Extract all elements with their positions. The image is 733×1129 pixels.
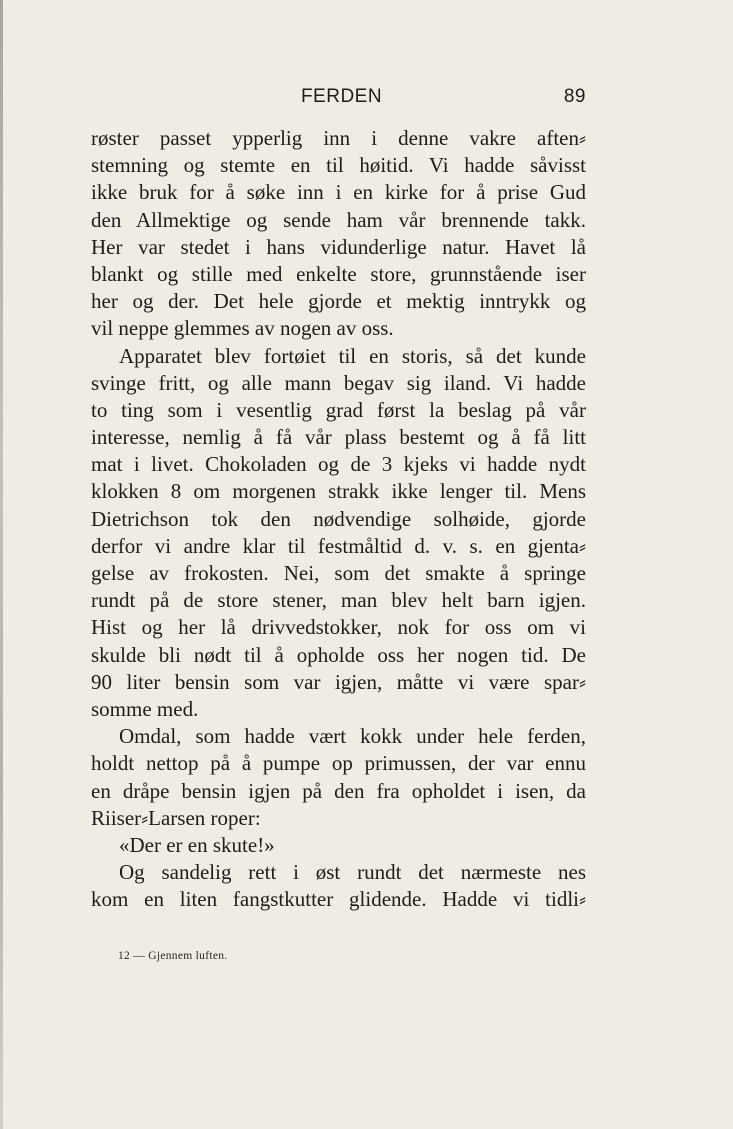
text-line: 90 liter bensin som var igjen, måtte vi være spar⸗ (91, 669, 586, 694)
text-line: interesse, nemlig å få vår plass bestemt og å få litt (91, 425, 586, 450)
text-line: Hist og her lå drivvedstokker, nok for oss om vi (91, 615, 586, 640)
running-header (0, 86, 733, 112)
text-line: rundt på de store stener, man blev helt barn igjen. (91, 588, 586, 613)
text-line: klokken 8 om morgenen strakk ikke lenger til. Mens (91, 479, 586, 504)
text-line: svinge fritt, og alle mann begav sig iland. Vi hadde (91, 370, 586, 395)
text-line: Dietrichson tok den nødvendige solhøide, gjorde (91, 506, 586, 531)
signature-mark: 12 — Gjennem luften. (118, 950, 228, 962)
text-line: holdt nettop på å pumpe op primussen, der var ennu (91, 751, 586, 776)
text-line: derfor vi andre klar til festmåltid d. v. s. en gjenta⸗ (91, 533, 586, 558)
text-line: Her var stedet i hans vidunderlige natur. Havet lå (91, 234, 586, 259)
text-line: Og sandelig rett i øst rundt det nærmeste nes (119, 860, 586, 885)
running-title: FERDEN (300, 86, 383, 107)
text-line: den Allmektige og sende ham vår brennende takk. (91, 207, 586, 232)
text-line: vil neppe glemmes av nogen av oss. (91, 316, 394, 341)
text-line: to ting som i vesentlig grad først la beslag på vår (91, 397, 586, 422)
text-line: Apparatet blev fortøiet til en storis, så det kunde (119, 343, 586, 368)
text-line: skulde bli nødt til å opholde oss her nogen tid. De (91, 642, 586, 667)
text-line: stemning og stemte en til høitid. Vi hadde såvisst (91, 153, 586, 178)
text-line: en dråpe bensin igjen på den fra opholdet i isen, da (91, 778, 586, 803)
text-line: røster passet ypperlig inn i denne vakre aften⸗ (91, 126, 586, 150)
text-line: mat i livet. Chokoladen og de 3 kjeks vi hadde nydt (91, 452, 586, 477)
text-line: Omdal, som hadde vært kokk under hele ferden, (119, 724, 586, 749)
text-line: blankt og stille med enkelte store, grunnstående iser (91, 261, 586, 286)
text-line: kom en liten fangstkutter glidende. Hadde vi tidli⸗ (91, 887, 586, 912)
text-line: her og der. Det hele gjorde et mektig inntrykk og (91, 289, 586, 314)
text-line: somme med. (91, 696, 199, 721)
text-line: Riiser⸗Larsen roper: (91, 805, 261, 830)
body-text (91, 125, 586, 913)
page-number: 89 (563, 86, 586, 107)
text-line: ikke bruk for å søke inn i en kirke for å prise Gud (91, 180, 586, 205)
text-line: «Der er en skute!» (119, 832, 275, 857)
page-binding-edge (0, 0, 3, 1129)
text-line: gelse av frokosten. Nei, som det smakte å springe (91, 561, 586, 585)
